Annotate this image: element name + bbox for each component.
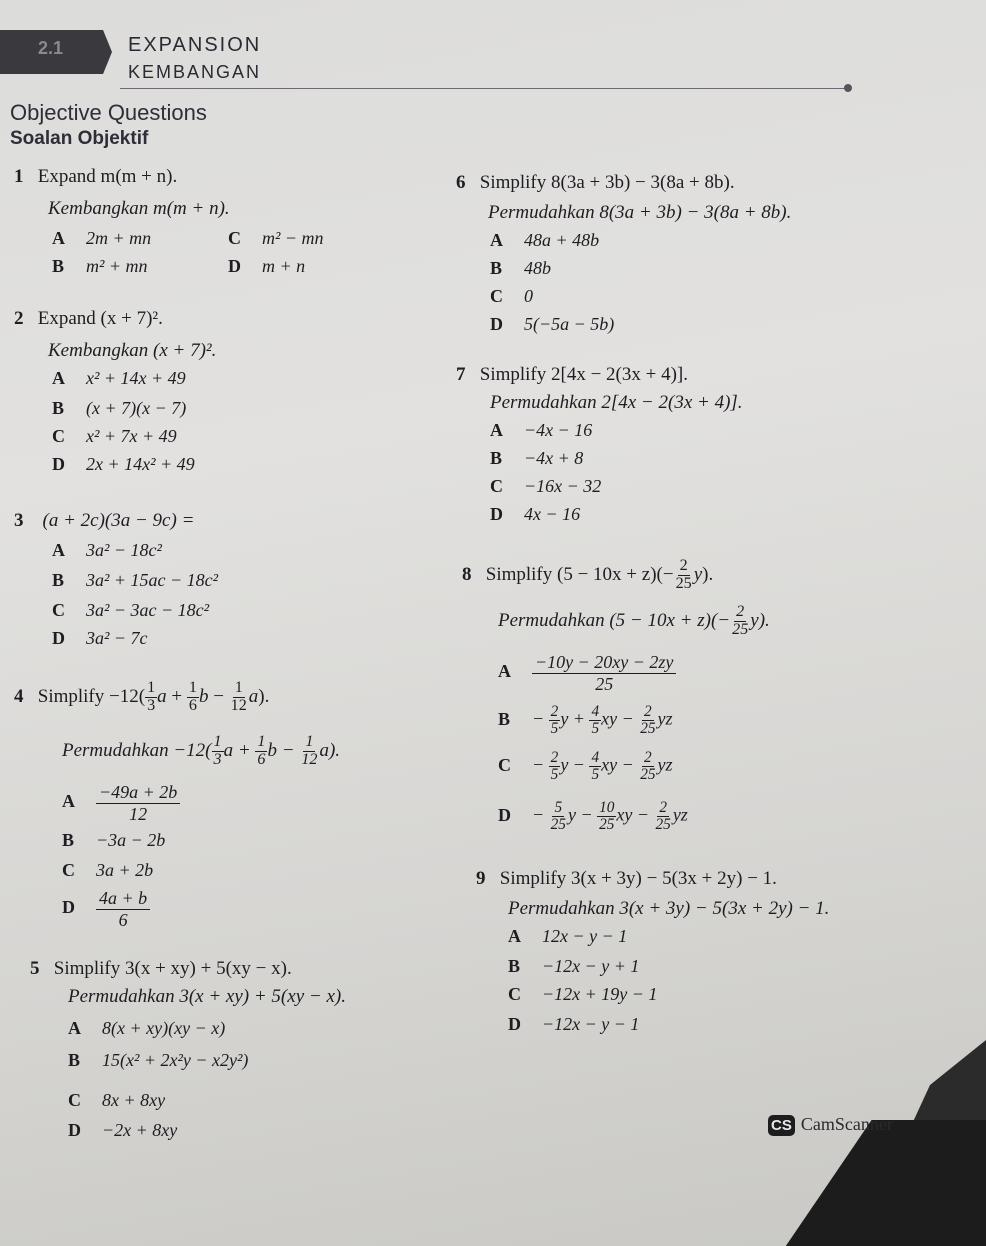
question-8: 8 Simplify (5 − 10x + z)(− $\frac{2}{25}$ y). — [462, 557, 714, 592]
chapter-number: 2.1 — [38, 38, 64, 58]
question-3: 3 (a + 2c)(3a − 9c) = — [14, 510, 195, 531]
q4-option-d[interactable]: D $\frac{4a + b}{6}$ — [62, 888, 150, 930]
question-8-ms: Permudahkan (5 − 10x + z)(− $\frac{2}{25}$ y). — [498, 603, 770, 638]
q3-option-c[interactable]: C 3a² − 3ac − 18c² — [52, 600, 210, 620]
q7-option-d[interactable]: D 4x − 16 — [490, 504, 581, 524]
q9-option-c[interactable]: C −12x + 19y − 1 — [508, 984, 658, 1004]
question-2-ms: Kembangkan (x + 7)². — [48, 340, 217, 361]
q1-option-c[interactable]: C m² − mn — [228, 228, 324, 248]
section-title-en: Objective Questions — [10, 100, 207, 125]
question-number: 1 — [14, 166, 24, 187]
q1-option-d[interactable]: D m + n — [228, 256, 306, 276]
q3-option-d[interactable]: D 3a² − 7c — [52, 628, 148, 648]
q7-option-b[interactable]: B −4x + 8 — [490, 448, 584, 468]
question-text-en: Simplify 3(x + 3y) − 5(3x + 2y) − 1. — [499, 868, 777, 889]
section-title-ms: Soalan Objektif — [10, 128, 149, 149]
question-text-en: Expand m(m + n). — [37, 166, 178, 187]
question-text-en: Simplify 2[4x − 2(3x + 4)]. — [479, 364, 688, 385]
chapter-title-ms: KEMBANGAN — [128, 62, 262, 82]
chapter-title-en: EXPANSION — [128, 34, 262, 56]
question-7: 7 Simplify 2[4x − 2(3x + 4)]. — [456, 364, 688, 385]
question-6-ms: Permudahkan 8(3a + 3b) − 3(8a + 8b). — [488, 202, 792, 223]
q2-option-b[interactable]: B (x + 7)(x − 7) — [52, 398, 187, 418]
question-text-en: Simplify 8(3a + 3b) − 3(8a + 8b). — [479, 172, 735, 193]
question-4: 4 Simplify −12( $\frac{1}{3}$ a + $\frac{1}{6}$ b − $\frac{1}{12}$ a). — [14, 679, 270, 714]
q8-option-c[interactable]: C − $\frac{2}{5}$ y − $\frac{4}{5}$ xy − $\frac{2}{25}$ yz — [498, 749, 673, 784]
question-9: 9 Simplify 3(x + 3y) − 5(3x + 2y) − 1. — [476, 868, 777, 889]
question-4-ms: Permudahkan −12( $\frac{1}{3}$ a + $\frac{1}{6}$ b − $\frac{1}{12}$ a). — [62, 733, 341, 768]
q6-option-a[interactable]: A 48a + 48b — [490, 230, 600, 250]
question-9-ms: Permudahkan 3(x + 3y) − 5(3x + 2y) − 1. — [508, 898, 830, 919]
q4-option-b[interactable]: B −3a − 2b — [62, 830, 166, 850]
q5-option-a[interactable]: A 8(x + xy)(xy − x) — [68, 1018, 226, 1038]
q5-option-b[interactable]: B 15(x² + 2x²y − x2y²) — [68, 1050, 249, 1070]
q8-option-a[interactable]: A $\frac{-10y - 20xy - 2zy}{25}$ — [498, 652, 676, 694]
camscanner-logo-icon: CS — [768, 1115, 795, 1136]
question-1-ms: Kembangkan m(m + n). — [48, 198, 230, 219]
q4-option-a[interactable]: A $\frac{-49a + 2b}{12}$ — [62, 782, 180, 824]
header-divider — [120, 88, 850, 89]
q2-option-a[interactable]: A x² + 14x + 49 — [52, 368, 186, 388]
q9-option-b[interactable]: B −12x − y + 1 — [508, 956, 640, 976]
question-text-en: Simplify 3(x + xy) + 5(xy − x). — [53, 958, 292, 979]
header-divider-dot — [844, 84, 852, 92]
q8-option-d[interactable]: D − $\frac{5}{25}$ y − $\frac{10}{25}$ xy − $\frac{2}{25}$ yz — [498, 799, 688, 834]
q7-option-a[interactable]: A −4x − 16 — [490, 420, 593, 440]
question-2: 2 Expand (x + 7)². — [14, 308, 163, 329]
question-1 — [14, 166, 177, 188]
q6-option-b[interactable]: B 48b — [490, 258, 551, 278]
q9-option-a[interactable]: A 12x − y − 1 — [508, 926, 628, 946]
question-7-ms: Permudahkan 2[4x − 2(3x + 4)]. — [490, 392, 743, 413]
q3-option-b[interactable]: B 3a² + 15ac − 18c² — [52, 570, 219, 590]
q6-option-c[interactable]: C 0 — [490, 286, 533, 306]
q6-option-d[interactable]: D 5(−5a − 5b) — [490, 314, 615, 334]
q9-option-d[interactable]: D −12x − y − 1 — [508, 1014, 640, 1034]
question-text-en: Expand (x + 7)². — [37, 308, 163, 329]
camscanner-watermark — [768, 1114, 893, 1136]
question-5-ms: Permudahkan 3(x + xy) + 5(xy − x). — [68, 986, 346, 1007]
q2-option-c[interactable]: C x² + 7x + 49 — [52, 426, 177, 446]
q5-option-c[interactable]: C 8x + 8xy — [68, 1090, 166, 1110]
q8-option-b[interactable]: B − $\frac{2}{5}$ y + $\frac{4}{5}$ xy − $\frac{2}{25}$ yz — [498, 703, 673, 738]
q5-option-d[interactable]: D −2x + 8xy — [68, 1120, 178, 1140]
question-6: 6 Simplify 8(3a + 3b) − 3(8a + 8b). — [456, 172, 735, 193]
q1-option-a[interactable]: A 2m + mn — [52, 228, 152, 248]
camscanner-brand: CamScanner — [800, 1114, 893, 1134]
question-text: (a + 2c)(3a − 9c) = — [42, 510, 195, 531]
q4-option-c[interactable]: C 3a + 2b — [62, 860, 154, 880]
q3-option-a[interactable]: A 3a² − 18c² — [52, 540, 162, 560]
q1-option-b[interactable]: B m² + mn — [52, 256, 148, 276]
question-5: 5 Simplify 3(x + xy) + 5(xy − x). — [30, 958, 292, 979]
q7-option-c[interactable]: C −16x − 32 — [490, 476, 602, 496]
q2-option-d[interactable]: D 2x + 14x² + 49 — [52, 454, 195, 474]
